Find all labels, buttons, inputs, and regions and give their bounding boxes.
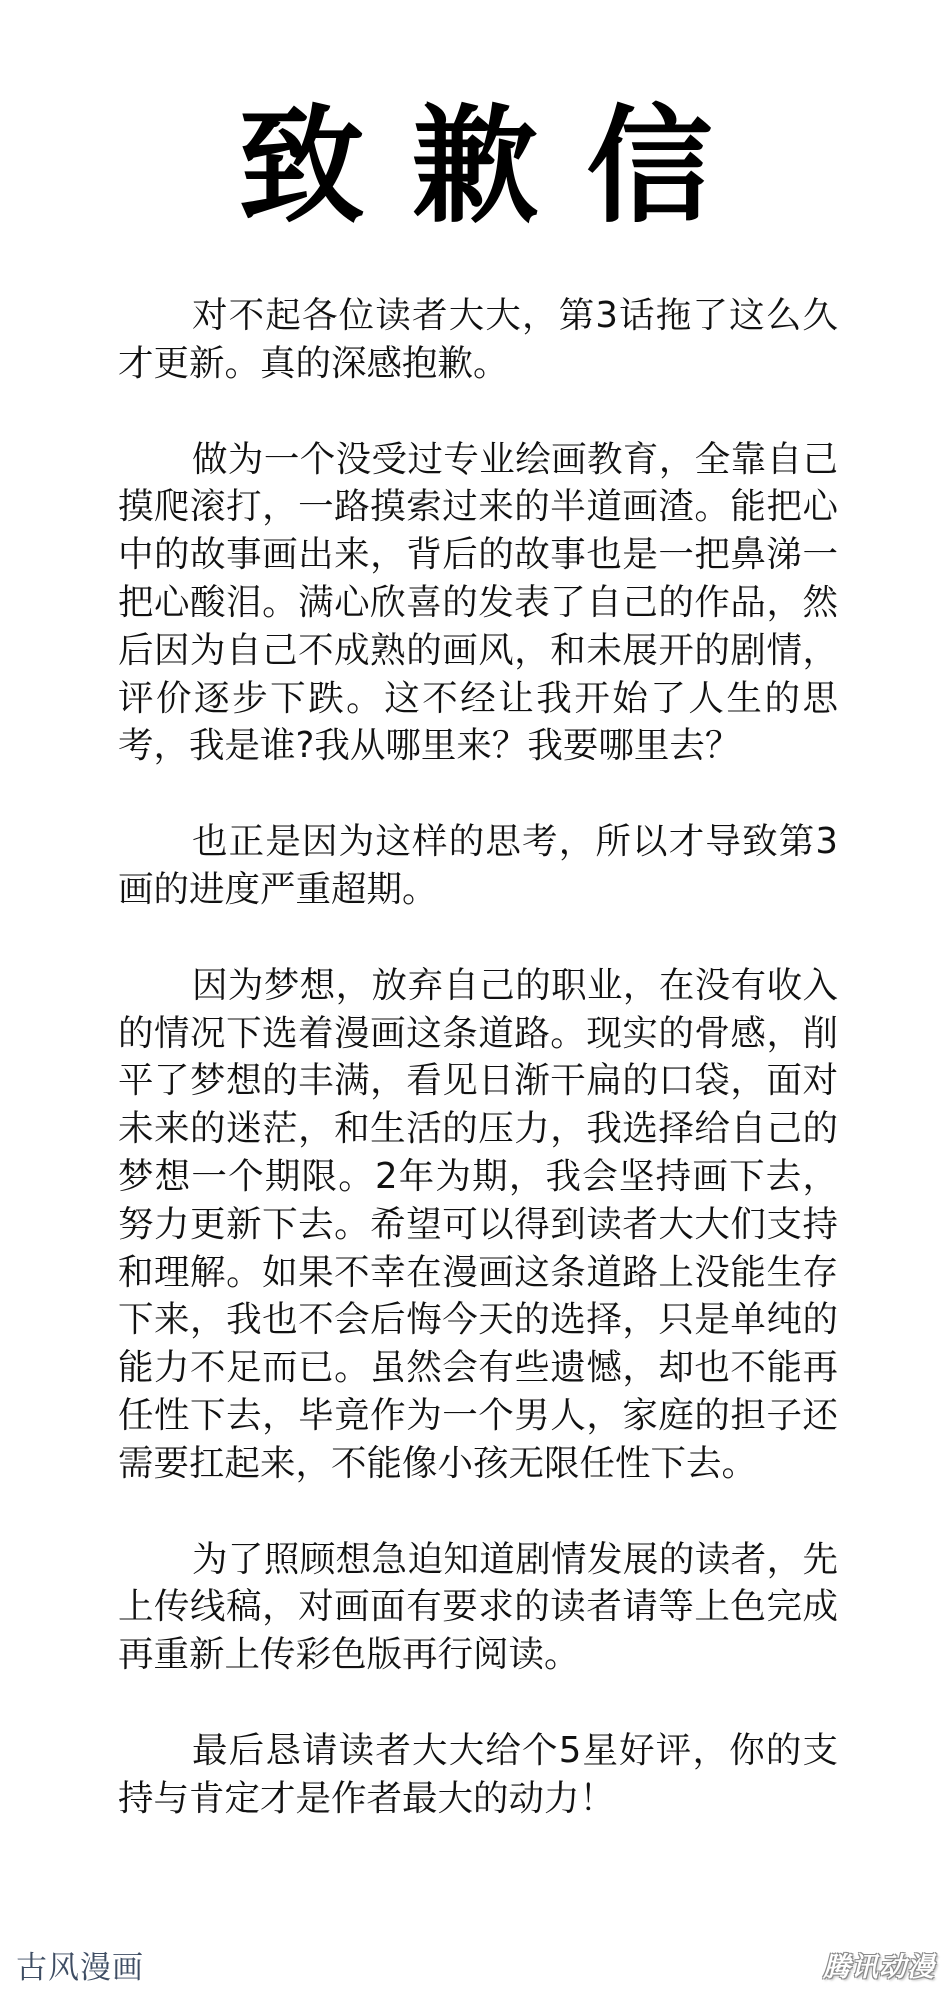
letter-body bbox=[118, 292, 838, 1823]
tencent-comic-watermark: 腾讯动漫 bbox=[823, 1952, 935, 1983]
paragraph-dream: 因为梦想，放弃自己的职业，在没有收入的情况下选着漫画这条道路。现实的骨感，削平了梦想的丰满，看见日渐干扁的口袋，面对未来的迷茫，和生活的压力，我选择给自己的梦想一个期限。2年为期，我会坚持画下去，努力更新下去。希望可以得到读者大大们支持和理解。如果不幸在漫画这条道路上没能生存下来，我也不会后悔今天的选择，只是单纯的能力不足而已。虽然会有些遗憾，却也不能再任性下去，毕竟作为一个男人，家庭的担子还需要扛起来，不能像小孩无限任性下去。 bbox=[118, 964, 838, 1484]
paragraph-background: 做为一个没受过专业绘画教育，全靠自己摸爬滚打，一路摸索过来的半道画渣。能把心中的故事画出来，背后的故事也是一把鼻涕一把心酸泪。满心欣喜的发表了自己的作品，然后因为自己不成熟的画风，和未展开的剧情，评价逐步下跌。这不经让我开始了人生的思考，我是谁?我从哪里来？我要哪里去？ bbox=[118, 438, 838, 767]
gufeng-manhua-watermark: 古风漫画 bbox=[16, 1950, 144, 1986]
paragraph-apology: 对不起各位读者大大，第3话拖了这么久才更新。真的深感抱歉。 bbox=[118, 295, 838, 384]
paragraph-delay-reason: 也正是因为这样的思考，所以才导致第3画的进度严重超期。 bbox=[118, 821, 838, 910]
paragraph-request-rating: 最后恳请读者大大给个5星好评，你的支持与肯定才是作者最大的动力！ bbox=[118, 1729, 838, 1819]
page-title: 致歉信 bbox=[238, 93, 761, 240]
paragraph-upload-plan: 为了照顾想急迫知道剧情发展的读者，先上传线稿，对画面有要求的读者请等上色完成再重新上传彩色版再行阅读。 bbox=[118, 1538, 838, 1676]
